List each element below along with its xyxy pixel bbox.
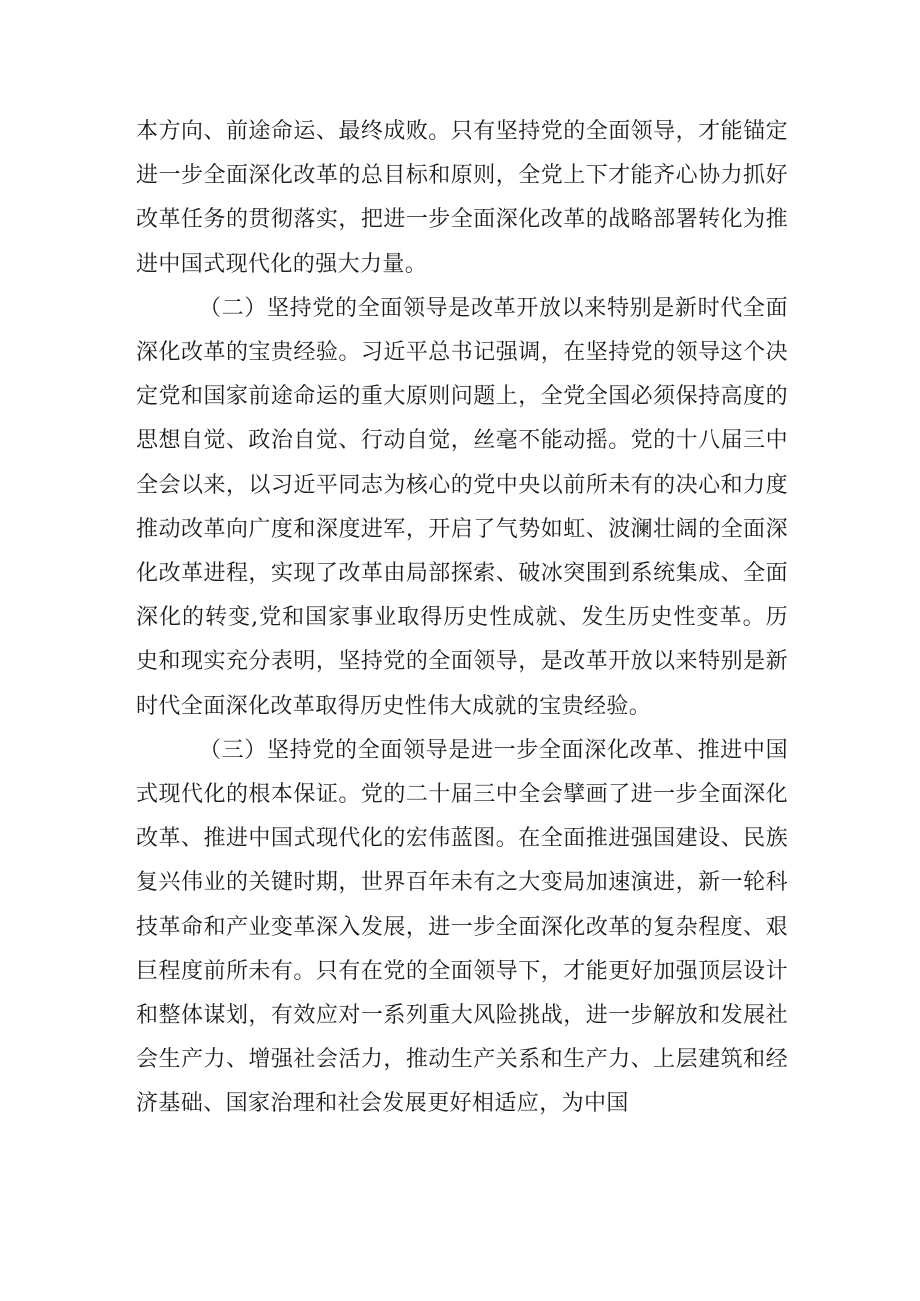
paragraph-section-3: （三）坚持党的全面领导是进一步全面深化改革、推进中国式现代化的根本保证。党的二十届三中全会擘画了进一步全面深化改革、推进中国式现代化的宏伟蓝图。在全面推进强国建设、民族复兴伟业的关键时期，世界百年未有之大变局加速演进，新一轮科技革命和产业变革深入发展，进一步全面深化改革的复杂程度、艰巨程度前所未有。只有在党的全面领导下，才能更好加强顶层设计和整体谋划，有效应对一系列重大风险挑战，进一步解放和发展社会生产力、增强社会活力，推动生产关系和生产力、上层建筑和经济基础、国家治理和社会发展更好相适应，为中国 <box>136 737 788 1117</box>
paragraph-continuation: 本方向、前途命运、最终成败。只有坚持党的全面领导，才能锚定进一步全面深化改革的总目标和原则，全党上下才能齐心协力抓好改革任务的贯彻落实，把进一步全面深化改革的战略部署转化为推进中国式现代化的强大力量。 <box>136 119 788 277</box>
body-text <box>136 110 788 1127</box>
paragraph-section-2: （二）坚持党的全面领导是改革开放以来特别是新时代全面深化改革的宝贵经验。习近平总书记强调，在坚持党的领导这个决定党和国家前途命运的重大原则问题上，全党全国必须保持高度的思想自觉、政治自觉、行动自觉，丝毫不能动摇。党的十八届三中全会以来，以习近平同志为核心的党中央以前所未有的决心和力度推动改革向广度和深度进军，开启了气势如虹、波澜壮阔的全面深化改革进程，实现了改革由局部探索、破冰突围到系统集成、全面深化的转变,党和国家事业取得历史性成就、发生历史性变革。历史和现实充分表明，坚持党的全面领导，是改革开放以来特别是新时代全面深化改革取得历史性伟大成就的宝贵经验。 <box>136 295 788 719</box>
